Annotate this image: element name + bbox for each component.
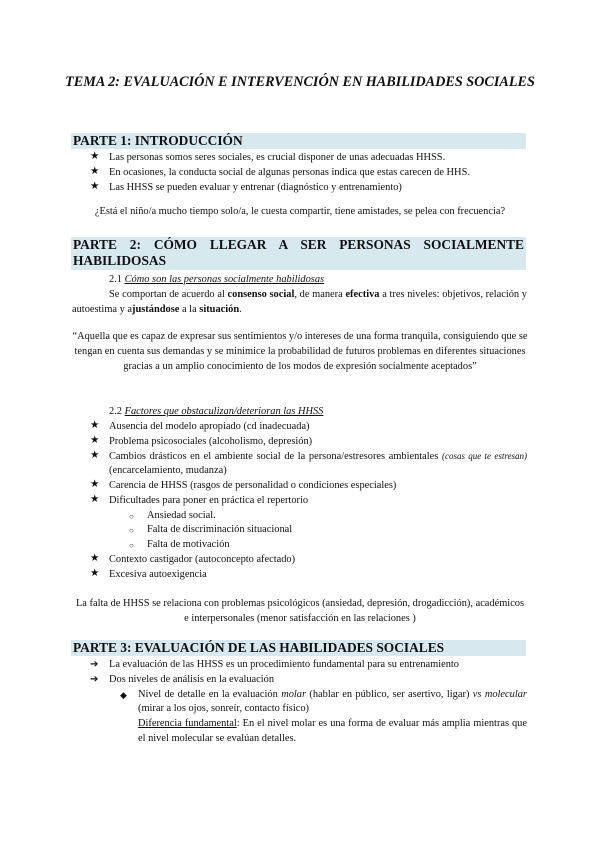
- difficulties-sublist: [129, 509, 527, 553]
- factors-list: [90, 420, 527, 582]
- parte-1-question: ¿Está el niño/a mucho tiempo solo/a, le cuesta compartir, tiene amistades, se pelea con frecuencia?: [94, 206, 506, 217]
- document-title: TEMA 2: EVALUACIÓN E INTERVENCIÓN EN HABILIDADES SOCIALES: [65, 74, 535, 90]
- list-item: ★ Problema psicosociales (alcoholismo, depresión): [90, 435, 527, 450]
- list-item: ➔ Dos niveles de análisis en la evaluación ◆ Nivel de detalle en la evaluación molar (hablar en público, ser asertivo, ligar) vs molecular (mirar a los ojos, sonreír, contacto físico) Diferencia fundamental: En el nivel molar es una forma de evaluar más amplia mientras que el nivel molecular se evalúan detalles.: [90, 673, 527, 747]
- list-item: ★ Las personas somos seres sociales, es crucial disponer de unas adecuadas HHSS.: [90, 151, 530, 166]
- subsection-2-1-heading: [109, 273, 529, 288]
- list-item: ◆ Nivel de detalle en la evaluación molar (hablar en público, ser asertivo, ligar) vs molecular (mirar a los ojos, sonreír, contacto físico): [120, 688, 527, 718]
- list-item: ○ Falta de motivación: [129, 538, 527, 553]
- subsection-2-1-paragraph: Se comportan de acuerdo al consenso social, de manera efectiva a tres niveles: objetivos, relación y autoestima y ajustándose a la situación.: [72, 289, 527, 315]
- parte-3-arrow-list: [90, 658, 527, 747]
- parte-2-closing: La falta de HHSS se relaciona con problemas psicológicos (ansiedad, depresión, drogadicción), académicos e interpersonales (menor satisfacción en las relaciones ): [75, 598, 525, 624]
- list-item: ★ Las HHSS se pueden evaluar y entrenar (diagnóstico y entrenamiento): [90, 181, 530, 196]
- section-heading-parte-2: PARTE 2: CÓMO LLEGAR A SER PERSONAS SOCIALMENTE HABILIDOSAS: [73, 237, 524, 269]
- section-heading-parte-3: PARTE 3: EVALUACIÓN DE LAS HABILIDADES SOCIALES: [71, 640, 526, 656]
- list-item: ★ En ocasiones, la conducta social de algunas personas indica que estas carecen de HHS.: [90, 166, 530, 181]
- subsection-2-2-heading: [109, 405, 529, 420]
- list-item: ★ Ausencia del modelo apropiado (cd inadecuada): [90, 420, 527, 435]
- definition-quote: “Aquella que es capaz de expresar sus sentimientos y/o intereses de una forma tranquila, consiguiendo que se tengan en cuenta sus demandas y se minimice la probabilidad de futuros problemas en diferentes situaciones gracias a un amplio conocimiento de los modos de expresión socialmente aceptados”: [72, 331, 528, 372]
- list-item: ○ Falta de discriminación situacional: [129, 523, 527, 538]
- parte-1-bullet-list: [90, 151, 530, 195]
- levels-sublist: [120, 688, 527, 718]
- list-item: ★ Cambios drásticos en el ambiente social de la persona/estresores ambientales (cosas que te estresan) (encarcelamiento, mudanza): [90, 450, 527, 480]
- section-heading-parte-1: PARTE 1: INTRODUCCIÓN: [71, 133, 526, 149]
- subsection-number: 2.2: [109, 406, 122, 417]
- subsection-title: Factores que obstaculizan/deterioran las HHSS: [124, 406, 324, 417]
- diferencia-fundamental: Diferencia fundamental: En el nivel molar es una forma de evaluar más amplia mientras que el nivel molecular se evalúan detalles.: [138, 718, 527, 744]
- list-item: ★ Dificultades para poner en práctica el repertorio ○ Ansiedad social. ○ Falta de discriminación situacional ○ Falta de motivación: [90, 494, 527, 553]
- list-item: ○ Ansiedad social.: [129, 509, 527, 524]
- list-item: ★ Excesiva autoexigencia: [90, 568, 527, 583]
- subsection-number: 2.1: [109, 274, 122, 285]
- list-item: ★ Contexto castigador (autoconcepto afectado): [90, 553, 527, 568]
- list-item: ➔ La evaluación de las HHSS es un procedimiento fundamental para su entrenamiento: [90, 658, 527, 673]
- list-item: ★ Carencia de HHSS (rasgos de personalidad o condiciones especiales): [90, 479, 527, 494]
- subsection-title: Cómo son las personas socialmente habilidosas: [124, 274, 325, 285]
